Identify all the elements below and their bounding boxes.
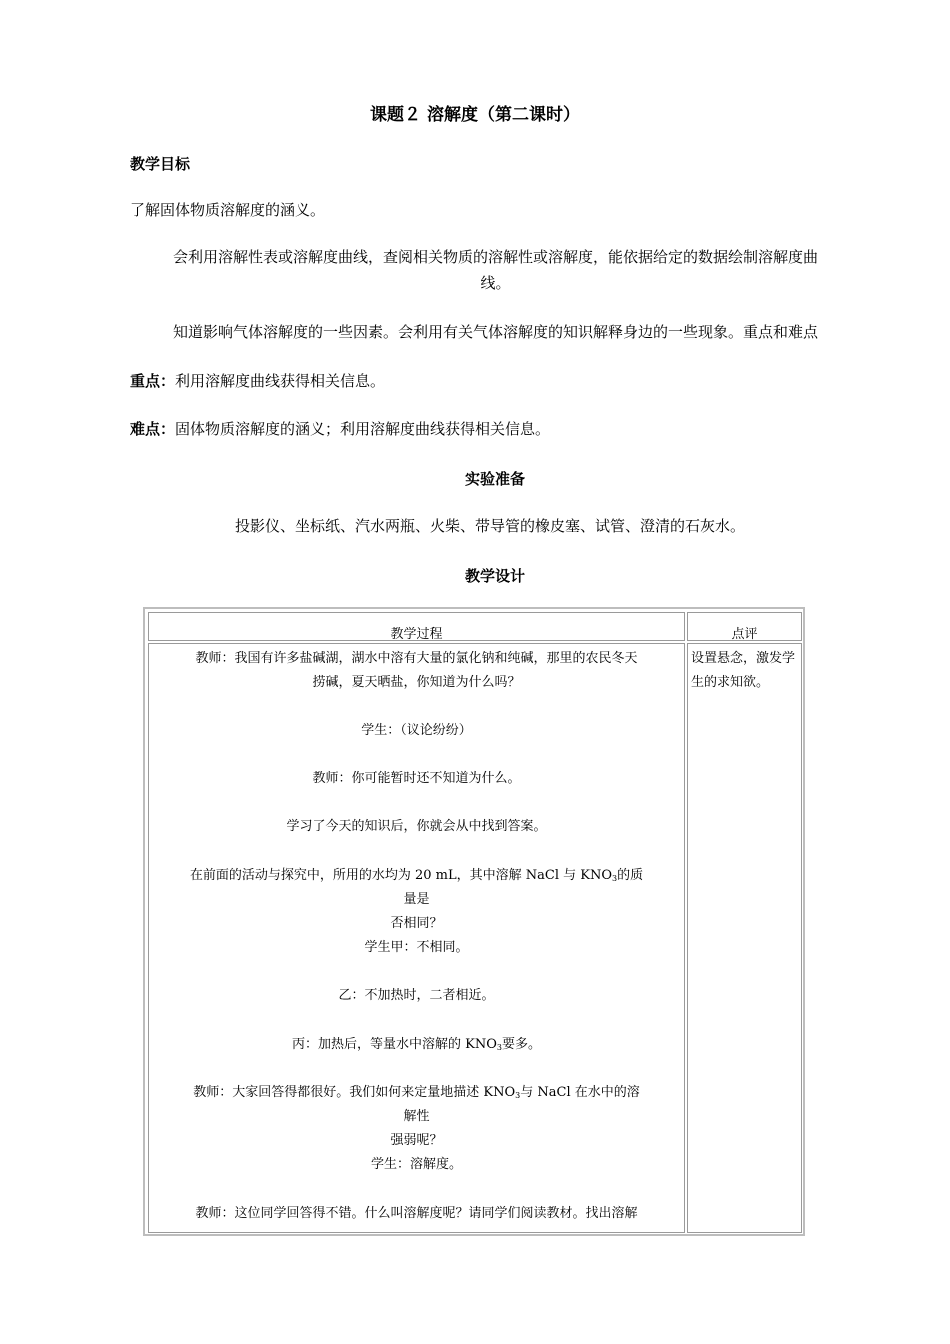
subscript: 3 [515, 1091, 521, 1100]
objectives-heading: 教学目标 [130, 155, 191, 173]
dialogue-row [189, 1033, 644, 1057]
page-title: 课题２ 溶解度（第二课时） [370, 105, 580, 125]
dialogue-row: 乙：不加热时，二者相近。 [338, 988, 495, 1003]
objective-3: 知道影响气体溶解度的一些因素。会利用有关气体溶解度的知识解释身边的一些现象。重点和难点 [172, 323, 818, 341]
objective-2-line2: 线。 [480, 274, 511, 292]
dialogue-text: 要多。 [501, 1037, 541, 1052]
dialogue-row [189, 1081, 644, 1153]
comment-line: 生的求知欲。 [691, 675, 770, 690]
comment-cell [687, 643, 802, 1233]
teaching-design-table [143, 607, 805, 1236]
objective-2-line1: 会利用溶解性表或溶解度曲线，查阅相关物质的溶解性或溶解度，能依据给定的数据绘制溶解度曲 [172, 248, 818, 266]
design-heading: 教学设计 [464, 567, 525, 585]
dialogue-text: 的质量是 [403, 868, 644, 907]
dialogue-line [189, 864, 644, 912]
prep-text: 投影仪、坐标纸、汽水两瓶、火柴、带导管的橡皮塞、试管、澄清的石灰水。 [234, 517, 745, 535]
dialogue-row: 学生：溶解度。 [370, 1157, 462, 1172]
dialogue-line: 教师：我国有许多盐碱湖，湖水中溶有大量的氯化钠和纯碱，那里的农民冬天 [195, 651, 638, 666]
dialogue-row: 教师：这位同学回答得不错。什么叫溶解度呢？请同学们阅读教材。找出溶解 [195, 1206, 638, 1221]
dialogue-row: 教师：你可能暂时还不知道为什么。 [312, 771, 521, 786]
dialogue-row: 学生甲：不相同。 [364, 940, 469, 955]
prep-heading: 实验准备 [464, 470, 525, 488]
comment-text [691, 647, 803, 695]
header-process: 教学过程 [390, 627, 443, 642]
dialogue-line: 强弱呢？ [390, 1133, 443, 1148]
objective-1: 了解固体物质溶解度的涵义。 [130, 201, 326, 219]
dialogue-text: 与 NaCl 在水中的溶解性 [403, 1085, 640, 1124]
dialogue-row: 学习了今天的知识后，你就会从中找到答案。 [286, 819, 547, 834]
dialogue-text: 教师：大家回答得都很好。我们如何来定量地描述 KNO [193, 1085, 516, 1100]
process-cell [148, 643, 685, 1233]
dialogue-line: 捞碱，夏天晒盐，你知道为什么吗？ [312, 675, 521, 690]
header-comment-cell [687, 612, 802, 641]
dialogue-text: 在前面的活动与探究中，所用的水均为 20 mL，其中溶解 NaCl 与 KNO [189, 868, 613, 883]
subscript: 3 [496, 1043, 502, 1052]
header-process-cell [148, 612, 685, 641]
dialogue-row: 学生：（议论纷纷） [361, 723, 472, 738]
dialogue-row [189, 864, 644, 936]
dialogue-line: 否相同？ [390, 916, 443, 931]
key-point [130, 368, 385, 394]
dialogue-line [189, 1081, 644, 1129]
subscript: 3 [612, 874, 618, 883]
difficulty [130, 416, 550, 442]
header-comment: 点评 [731, 627, 758, 642]
difficulty-label: 难点： [130, 420, 176, 438]
dialogue-row [189, 647, 644, 695]
key-point-label: 重点： [130, 372, 176, 390]
comment-line: 设置悬念，激发学 [691, 651, 796, 666]
key-point-text: 利用溶解度曲线获得相关信息。 [175, 372, 386, 390]
dialogue-text: 丙：加热后，等量水中溶解的 KNO [292, 1037, 497, 1052]
objective-2 [128, 244, 863, 296]
difficulty-text: 固体物质溶解度的涵义；利用溶解度曲线获得相关信息。 [175, 420, 551, 438]
